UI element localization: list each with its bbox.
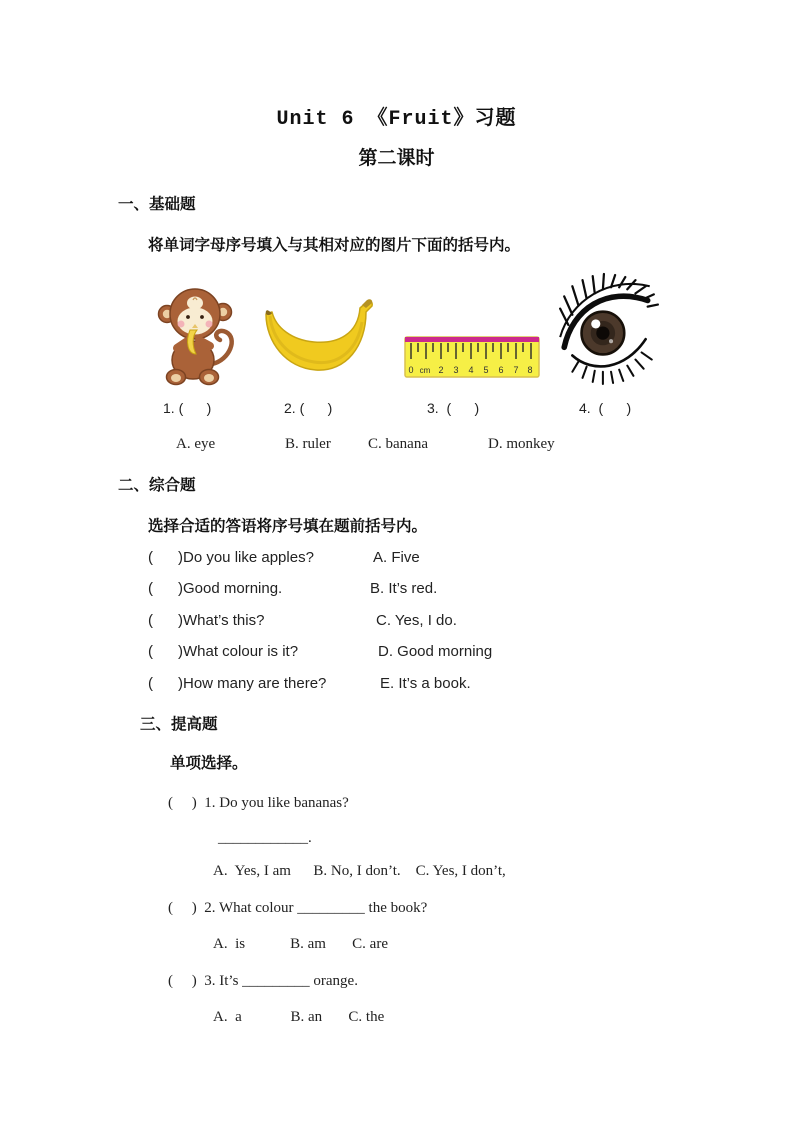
- mcq-1-choices: A. Yes, I am B. No, I don’t. C. Yes, I don’t,: [213, 863, 506, 879]
- match-question-5: ( )How many are there?: [148, 675, 327, 692]
- blank-1: 1. ( ): [163, 400, 212, 416]
- section1-heading: 一、基础题: [118, 196, 196, 213]
- mcq-1-prompt: ( ) 1. Do you like bananas?: [168, 795, 349, 811]
- match-answer-c: C. Yes, I do.: [376, 612, 457, 629]
- mcq-2-prompt: ( ) 2. What colour _________ the book?: [168, 900, 428, 916]
- mcq-2-choices: A. is B. am C. are: [213, 936, 388, 952]
- ruler-label: 2: [438, 365, 444, 375]
- word-option-c: C. banana: [368, 436, 428, 452]
- match-answer-d: D. Good morning: [378, 643, 493, 660]
- word-option-b: B. ruler: [285, 436, 331, 452]
- mcq-3-prompt: ( ) 3. It’s _________ orange.: [168, 973, 358, 989]
- ruler-label: 7: [513, 365, 519, 375]
- match-answer-a: A. Five: [373, 549, 420, 566]
- match-answer-b: B. It’s red.: [370, 580, 438, 597]
- ruler-label: 4: [468, 365, 474, 375]
- monkey-image: [152, 276, 240, 388]
- blank-2: 2. ( ): [284, 400, 333, 416]
- section3-heading: 三、提高题: [140, 716, 218, 733]
- blank-3: 3. ( ): [427, 400, 480, 416]
- mcq-3-choices: A. a B. an C. the: [213, 1009, 385, 1025]
- match-question-4: ( )What colour is it?: [148, 643, 299, 660]
- section3-instruction: 单项选择。: [170, 755, 248, 772]
- eye-image: [558, 272, 660, 386]
- section1-instruction: 将单词字母序号填入与其相对应的图片下面的括号内。: [148, 237, 521, 254]
- ruler-label: 6: [498, 365, 504, 375]
- page-title: Unit 6 《Fruit》习题: [276, 108, 517, 131]
- word-option-a: A. eye: [176, 436, 216, 452]
- blank-4: 4. ( ): [579, 400, 632, 416]
- ruler-label: cm: [419, 366, 431, 375]
- ruler-label: 0: [408, 365, 414, 375]
- ruler-label: 5: [483, 365, 489, 375]
- ruler-label: 8: [527, 365, 533, 375]
- match-question-3: ( )What’s this?: [148, 612, 265, 629]
- match-answer-e: E. It’s a book.: [380, 675, 471, 692]
- banana-image: [256, 282, 384, 384]
- ruler-label: 3: [453, 365, 459, 375]
- word-option-d: D. monkey: [488, 436, 555, 452]
- mcq-1-blank: ____________.: [218, 830, 312, 846]
- ruler-image: [403, 328, 545, 386]
- match-question-2: ( )Good morning.: [148, 580, 283, 597]
- section2-instruction: 选择合适的答语将序号填在题前括号内。: [148, 518, 428, 535]
- section2-heading: 二、综合题: [118, 477, 196, 494]
- match-question-1: ( )Do you like apples?: [148, 549, 314, 566]
- page-subtitle: 第二课时: [358, 148, 435, 169]
